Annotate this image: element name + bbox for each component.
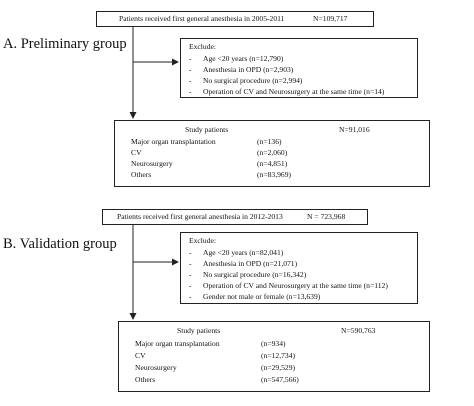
validation-exclude-title: Exclude: <box>189 236 216 245</box>
validation-study-title: Study patients <box>177 326 221 335</box>
exclude-item-text: Age <20 years (n=12,790) <box>203 54 284 63</box>
study-row-value: (n=934) <box>261 339 286 348</box>
preliminary-exclude-title: Exclude: <box>189 42 216 51</box>
exclude-item-dash: - <box>189 281 192 290</box>
preliminary-study-n: N=91,016 <box>339 125 370 134</box>
study-row-name: Neurosurgery <box>131 159 173 168</box>
preliminary-group-label: A. Preliminary group <box>3 36 127 52</box>
exclude-item-text: No surgical procedure (n=2,994) <box>203 76 303 85</box>
study-row-value: (n=83,969) <box>257 170 292 179</box>
study-row-value: (n=12,734) <box>261 351 296 360</box>
exclude-item-text: Operation of CV and Neurosurgery at the same time (n=14) <box>203 87 385 96</box>
exclude-item-text: Anesthesia in OPD (n=2,903) <box>203 65 294 74</box>
validation-source-text: Patients received first general anesthesia in 2012-2013 <box>117 212 283 221</box>
study-row-name: Others <box>131 170 152 179</box>
study-row-name: Major organ transplantation <box>131 137 216 146</box>
validation-study-n: N=590,763 <box>341 326 376 335</box>
exclude-item-text: No surgical procedure (n=16,342) <box>203 270 307 279</box>
study-row-name: CV <box>135 351 146 360</box>
preliminary-source-text: Patients received first general anesthesia in 2005-2011 <box>119 14 285 23</box>
exclude-item-text: Anesthesia in OPD (n=21,071) <box>203 259 298 268</box>
exclude-item-dash: - <box>189 248 192 257</box>
exclude-item-dash: - <box>189 65 192 74</box>
exclude-item-text: Gender not male or female (n=13,639) <box>203 292 321 301</box>
exclude-item-dash: - <box>189 87 192 96</box>
exclude-item-dash: - <box>189 54 192 63</box>
exclude-item-dash: - <box>189 259 192 268</box>
exclude-item-text: Age <20 years (n=82,041) <box>203 248 284 257</box>
study-row-name: CV <box>131 148 142 157</box>
study-row-name: Neurosurgery <box>135 363 177 372</box>
study-row-value: (n=2,060) <box>257 148 288 157</box>
study-row-value: (n=29,529) <box>261 363 296 372</box>
study-row-value: (n=4,851) <box>257 159 288 168</box>
exclude-item-dash: - <box>189 270 192 279</box>
study-row-name: Others <box>135 375 156 384</box>
study-row-value: (n=136) <box>257 137 282 146</box>
validation-group-label: B. Validation group <box>3 236 117 252</box>
exclude-item-dash: - <box>189 76 192 85</box>
preliminary-source-n: N=109,717 <box>313 14 348 23</box>
study-row-value: (n=547,566) <box>261 375 299 384</box>
study-row-name: Major organ transplantation <box>135 339 220 348</box>
exclude-item-dash: - <box>189 292 192 301</box>
preliminary-study-title: Study patients <box>185 125 229 134</box>
validation-source-n: N = 723,968 <box>307 212 346 221</box>
exclude-item-text: Operation of CV and Neurosurgery at the same time (n=112) <box>203 281 388 290</box>
